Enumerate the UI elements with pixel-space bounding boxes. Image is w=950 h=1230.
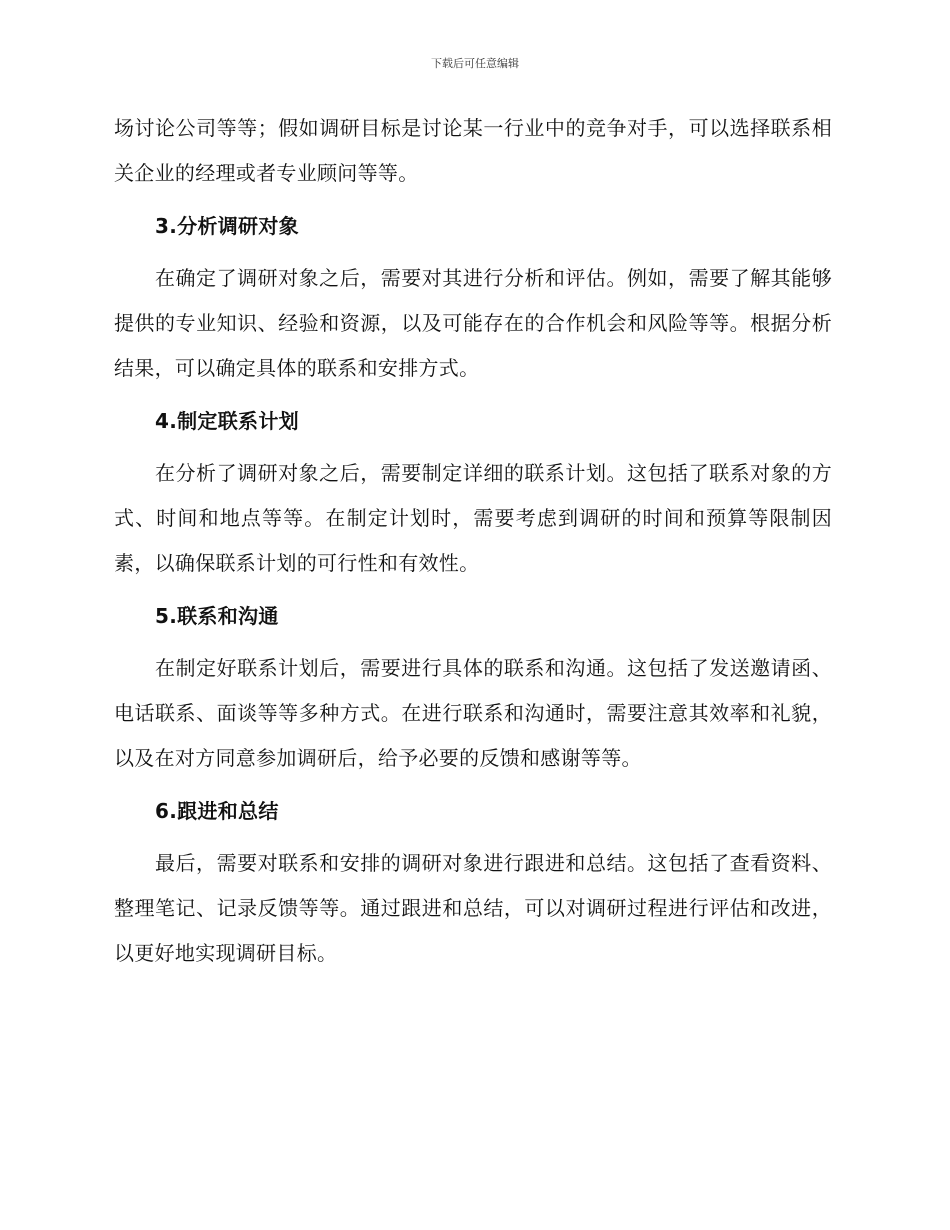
section-heading-4: 4.制定联系计划 <box>155 409 299 433</box>
section-body-3: 在确定了调研对象之后，需要对其进行分析和评估。例如，需要了解其能够提供的专业知识、经验和资源，以及可能存在的合作机会和风险等等。根据分析结果，可以确定具体的联系和安排方式。 <box>114 266 832 380</box>
section-body-6: 最后，需要对联系和安排的调研对象进行跟进和总结。这包括了查看资料、整理笔记、记录反馈等等。通过跟进和总结，可以对调研过程进行评估和改进，以更好地实现调研目标。 <box>114 851 832 965</box>
section-heading-3: 3.分析调研对象 <box>155 214 299 238</box>
section-heading-5: 5.联系和沟通 <box>155 604 279 628</box>
section-body-5: 在制定好联系计划后，需要进行具体的联系和沟通。这包括了发送邀请函、电话联系、面谈等等多种方式。在进行联系和沟通时，需要注意其效率和礼貌，以及在对方同意参加调研后，给予必要的反馈和感谢等等。 <box>114 656 832 770</box>
intro-paragraph: 场讨论公司等等；假如调研目标是讨论某一行业中的竞争对手，可以选择联系相关企业的经理或者专业顾问等等。 <box>114 116 832 185</box>
page-header-note: 下载后可任意编辑 <box>431 57 519 70</box>
section-heading-6: 6.跟进和总结 <box>155 799 279 823</box>
document-body <box>114 106 832 976</box>
section-body-4: 在分析了调研对象之后，需要制定详细的联系计划。这包括了联系对象的方式、时间和地点等等。在制定计划时，需要考虑到调研的时间和预算等限制因素，以确保联系计划的可行性和有效性。 <box>114 461 832 575</box>
